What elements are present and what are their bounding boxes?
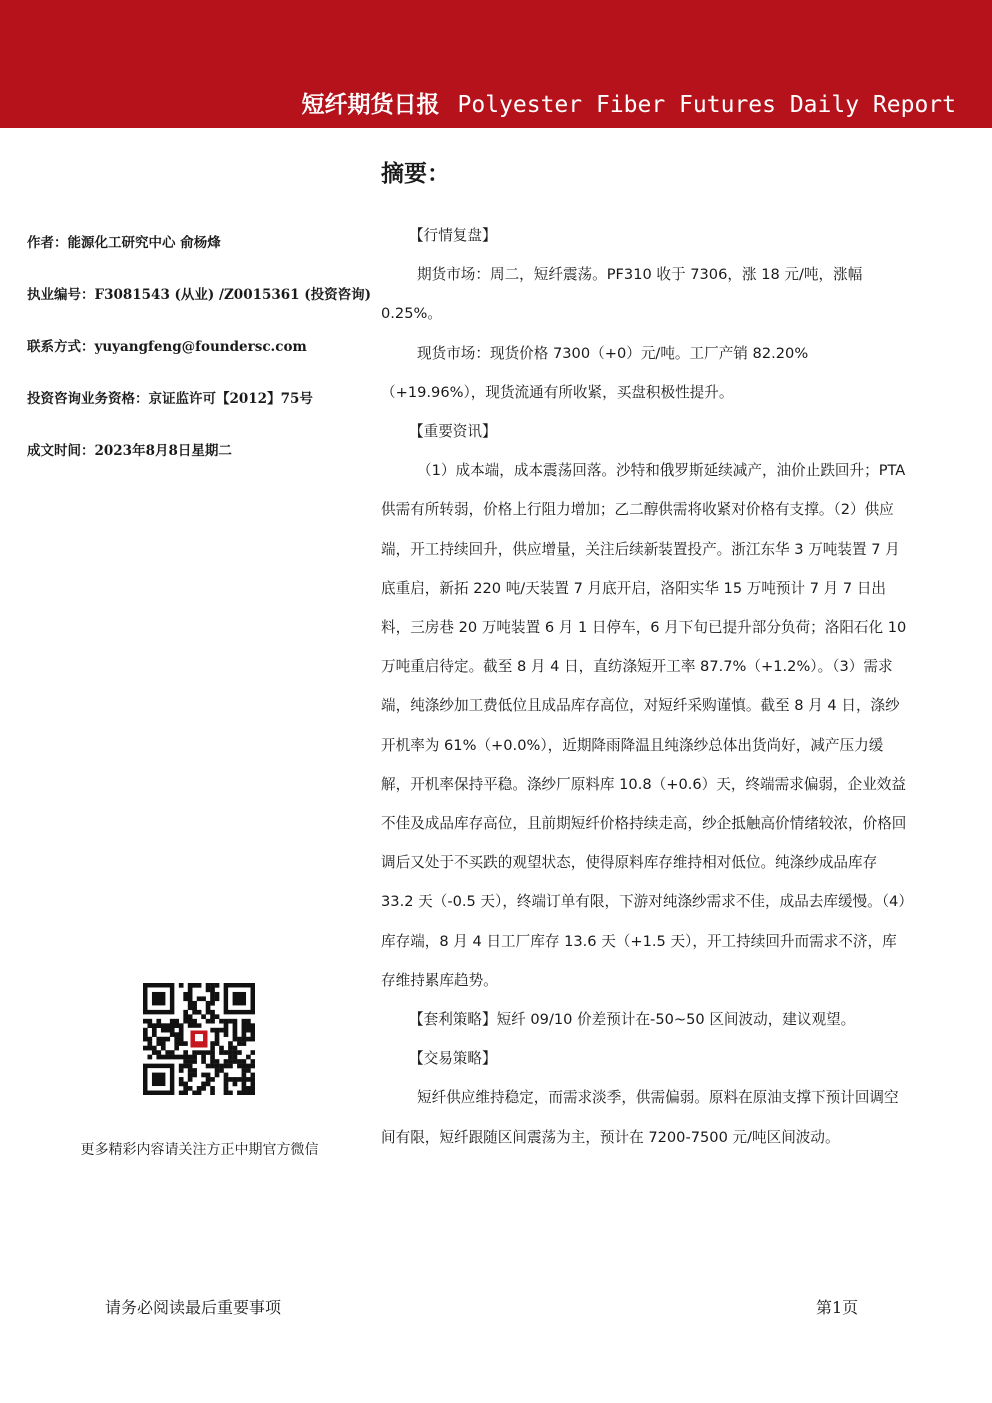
news-heading: 【重要资讯】 <box>409 423 497 441</box>
header-banner <box>0 0 992 128</box>
report-title-en: Polyester Fiber Futures Daily Report <box>457 92 956 118</box>
futures-market-paragraph: 期货市场：周二，短纤震荡。PF310 收于 7306，涨 18 元/吨，涨幅 0.25%。 <box>381 266 863 323</box>
qualification-row: 投资咨询业务资格：京证监许可【2012】75号 <box>27 391 313 407</box>
page-number: 第1页 <box>816 1298 859 1317</box>
report-body <box>381 216 911 1157</box>
trading-strategy-heading: 【交易策略】 <box>409 1050 497 1068</box>
date-row: 成文时间：2023年8月8日星期二 <box>27 443 232 459</box>
trading-strategy-paragraph: 短纤供应维持稳定，而需求淡季，供需偏弱。原料在原油支撑下预计回调空间有限，短纤跟随区间震荡为主，预计在 7200-7500 元/吨区间波动。 <box>381 1089 899 1146</box>
author-row: 作者：能源化工研究中心 俞杨烽 <box>27 235 221 251</box>
report-title <box>302 86 957 119</box>
license-row: 执业编号：F3081543 (从业) /Z0015361 (投资咨询) <box>27 287 372 303</box>
spot-market-paragraph: 现货市场：现货价格 7300（+0）元/吨。工厂产销 82.20%（+19.96%），现货流通有所收紧，买盘积极性提升。 <box>381 344 809 401</box>
qr-caption: 更多精彩内容请关注方正中期官方微信 <box>80 1142 319 1158</box>
report-title-cn: 短纤期货日报 <box>301 92 440 118</box>
author-info <box>27 230 372 490</box>
summary-heading: 摘要： <box>381 161 450 187</box>
market-review-heading: 【行情复盘】 <box>409 227 497 244</box>
contact-row: 联系方式：yuyangfeng@foundersc.com <box>27 339 307 355</box>
arbitrage-strategy-paragraph: 【套利策略】短纤 09/10 价差预计在-50~50 区间波动，建议观望。 <box>409 1011 856 1029</box>
wechat-qr-code <box>143 983 255 1095</box>
footer-notice: 请务必阅读最后重要事项 <box>105 1298 282 1317</box>
qr-code-image <box>143 983 255 1095</box>
news-paragraph: （1）成本端，成本震荡回落。沙特和俄罗斯延续减产，油价止跌回升；PTA 供需有所转弱，价格上行阻力增加；乙二醇供需将收紧对价格有支撑。（2）供应端，开工持续回升，供应增量，关注后续新装置投产。浙江东华 3 万吨装置 7 月底重启，新拓 220 吨/天装置 7 月底开启，洛阳实华 15 万吨预计 7 月 7 日出料，三房巷 20 万吨装置 6 月 1 日停车，6 月下旬已提升部分负荷；洛阳石化 10 万吨重启待定。截至 8 月 4 日，直纺涤短开工率 87.7%（+1.2%）。（3）需求端，纯涤纱加工费低位且成品库存高位，对短纤采购谨慎。截至 8 月 4 日，涤纱开机率为 61%（+0.0%），近期降雨降温且纯涤纱总体出货尚好，减产压力缓解，开机率保持平稳。涤纱厂原料库 10.8（+0.6）天，终端需求偏弱，企业效益不佳及成品库存高位，且前期短纤价格持续走高，纱企抵触高价情绪较浓，价格回调后又处于不买跌的观望状态，使得原料库存维持相对低位。纯涤纱成品库存 33.2 天（-0.5 天），终端订单有限，下游对纯涤纱需求不佳，成品去库缓慢。（4）库存端，8 月 4 日工厂库存 13.6 天（+1.5 天），开工持续回升而需求不济，库存维持累库趋势。 <box>381 462 907 989</box>
